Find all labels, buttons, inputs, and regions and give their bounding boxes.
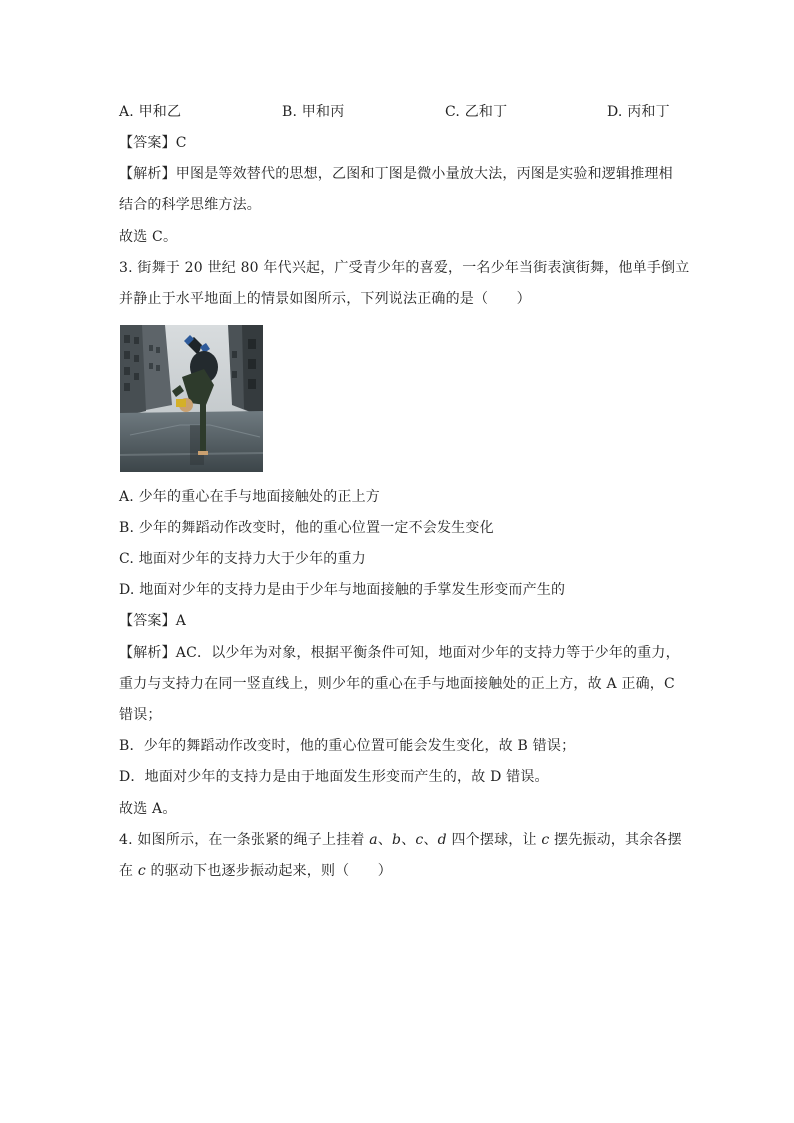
q4-stem-text: 摆先振动，其余各摆 bbox=[549, 832, 682, 848]
q2-options-row bbox=[0, 102, 794, 122]
q4-sep: 、 bbox=[377, 832, 393, 848]
q2-analysis-line1: 【解析】甲图是等效替代的思想，乙图和丁图是微小量放大法，丙图是实验和逻辑推理相 bbox=[119, 166, 673, 182]
q4-var-a: a bbox=[369, 832, 378, 848]
q2-option-c: C. 乙和丁 bbox=[445, 104, 508, 120]
q2-option-d: D. 丙和丁 bbox=[607, 104, 670, 120]
q4-var-c: c bbox=[415, 832, 424, 848]
q3-analysis-line2: 重力与支持力在同一竖直线上，则少年的重心在手与地面接触处的正上方，故 A 正确，C bbox=[119, 676, 675, 692]
q2-option-b: B. 甲和丙 bbox=[282, 104, 345, 120]
q3-option-d: D. 地面对少年的支持力是由于少年与地面接触的手掌发生形变而产生的 bbox=[119, 582, 566, 598]
q4-stem-text: 在 bbox=[119, 863, 138, 879]
q2-analysis-line2: 结合的科学思维方法。 bbox=[119, 197, 261, 213]
q4-sep: 、 bbox=[423, 832, 438, 848]
q4-var-c: c bbox=[541, 832, 550, 848]
q3-answer: 【答案】A bbox=[119, 613, 187, 629]
q4-var-d: d bbox=[437, 832, 447, 848]
q3-stem-line1: 3. 街舞于 20 世纪 80 年代兴起，广受青少年的喜爱，一名少年当街表演街舞，他单手倒立 bbox=[119, 260, 690, 276]
q4-stem-line2 bbox=[119, 861, 392, 881]
q3-analysis-line4: B．少年的舞蹈动作改变时，他的重心位置可能会发生变化，故 B 错误； bbox=[119, 738, 576, 754]
q3-conclusion: 故选 A。 bbox=[119, 801, 177, 817]
q4-stem-line1 bbox=[119, 830, 682, 850]
q3-option-b: B. 少年的舞蹈动作改变时，他的重心位置一定不会发生变化 bbox=[119, 520, 494, 536]
q2-option-a: A. 甲和乙 bbox=[119, 104, 182, 120]
q3-analysis-line5: D．地面对少年的支持力是由于地面发生形变而产生的，故 D 错误。 bbox=[119, 769, 549, 785]
q2-answer: 【答案】C bbox=[119, 135, 187, 151]
q4-stem-text: 的驱动下也逐步振动起来，则（ ） bbox=[145, 863, 392, 879]
q2-conclusion: 故选 C。 bbox=[119, 229, 178, 245]
q3-option-c: C. 地面对少年的支持力大于少年的重力 bbox=[119, 551, 366, 567]
q4-var-b: b bbox=[392, 832, 402, 848]
q3-breakdancer-photo bbox=[120, 325, 263, 472]
q4-stem-text: 四个摆球，让 bbox=[446, 832, 542, 848]
q3-stem-line2: 并静止于水平地面上的情景如图所示，下列说法正确的是（ ） bbox=[119, 291, 531, 307]
q3-analysis-line1: 【解析】AC．以少年为对象，根据平衡条件可知，地面对少年的支持力等于少年的重力， bbox=[119, 645, 680, 661]
q3-option-a: A. 少年的重心在手与地面接触处的正上方 bbox=[119, 489, 381, 505]
q4-sep: 、 bbox=[401, 832, 416, 848]
q4-stem-text: 4. 如图所示，在一条张紧的绳子上挂着 bbox=[119, 832, 370, 848]
q3-analysis-line3: 错误； bbox=[119, 707, 162, 723]
q4-var-c: c bbox=[137, 863, 146, 879]
